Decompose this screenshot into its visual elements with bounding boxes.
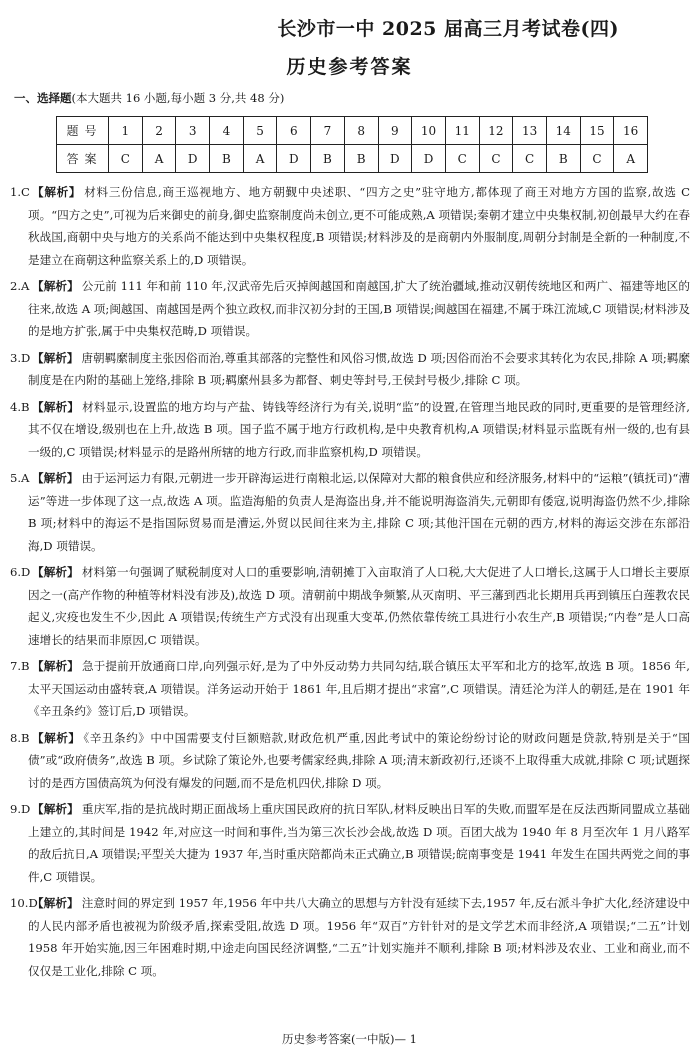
section-heading-note: (本大题共 16 小题,每小题 3 分,共 48 分) (71, 91, 285, 105)
answer-cell: C (479, 145, 513, 173)
analysis-item (10, 275, 690, 343)
page-subtitle: 历史参考答案 (286, 56, 413, 78)
answer-cell: A (614, 145, 648, 173)
question-number-cell: 5 (243, 117, 277, 145)
question-number-cell: 7 (311, 117, 345, 145)
analysis-text: 材料第一句强调了赋税制度对人口的重要影响,清朝摊丁入亩取消了人口税,大大促进了人口增长,这属于人口增长主要原因之一(高产作物的种植等材料没有涉及),故选 D 项。清朝前中期战争频繁,从灭南明、平三藩到西北长期用兵再到镇压白莲教农民起义,灾疫也发生不少,因此 A 项错误;传统生产方式没有出现重大变革,仍然依靠传统工具进行小农生产,B 项错误;“内卷”是人口高速增长的结果而非原因,C 项错误。 (28, 565, 690, 647)
analysis-tag: 【 解析 】 (32, 279, 79, 293)
page-title: 长沙市一中 2025 届高三月考试卷(四) (277, 18, 619, 40)
answer-cell: B (344, 145, 378, 173)
analysis-text: 由于运河运力有限,元朝进一步开辟海运进行南粮北运,以保障对大都的粮食供应和经济服务,材料中的“运粮”(镇抚司)“漕运”等进一步体现了这一点,故选 A 项。监造海船的负责人是海盗出身,并不能说明海盗消失,元朝即有倭寇,说明海盗仍然不少,排除 B 项;材料中的海运不是指国际贸易而是漕运,外贸以民间往来为主,排除 C 项;其他汗国在元朝的西方,材料的海运交涉在东部沿海,D 项错误。 (28, 471, 690, 553)
question-number-cell: 2 (142, 117, 176, 145)
question-answer-number: 10.D (10, 896, 38, 910)
analysis-item (10, 467, 690, 557)
answer-table (56, 116, 648, 173)
question-answer-number: 3.D (10, 350, 31, 365)
analysis-tag: 【 解析 】 (32, 351, 78, 365)
analysis-tag: 【 解析 】 (32, 471, 79, 485)
answer-cell: D (412, 145, 446, 173)
answer-cell: B (546, 145, 580, 173)
question-number-cell: 4 (210, 117, 244, 145)
question-number-cell: 13 (513, 117, 547, 145)
analysis-tag: 【 解析 】 (32, 565, 79, 579)
question-answer-number: 2.A (10, 279, 30, 293)
question-number-cell: 6 (277, 117, 311, 145)
analysis-text: 材料显示,设置监的地方均与产盐、铸钱等经济行为有关,说明“监”的设置,在管理当地民政的同时,更重要的是管理经济,其不仅在增设,级别也在上升,故选 B 项。国子监不属于地方行政机构,是中央教育机构,A 项错误;材料显示监既有州一级的,也有县一级的,C 项错误;材料显示的是路州所辖的地方行政,而非监察机构,D 项错误。 (28, 399, 690, 459)
analysis-tag: 【 解析 】 (32, 731, 80, 745)
question-answer-number: 6.D (10, 565, 31, 579)
answer-cell: D (176, 145, 210, 173)
question-number-cell: 11 (445, 117, 479, 145)
question-answer-number: 1.C (10, 185, 30, 199)
section-heading (14, 90, 284, 106)
answer-cell: A (243, 145, 277, 173)
analysis-text: 《辛丑条约》中中国需要支付巨额赔款,财政危机严重,因此考试中的策论纷纷讨论的财政问题是贷款,特别是关于“国债”或“政府债务”,故选 B 项。乡试除了策论外,也要考儒家经典,排除 A 项;清末新政初行,还谈不上取得重大成就,排除 C 项;试题探讨的是西方国债高筑为何没有爆发的问题,而不是危机四伏,排除 D 项。 (28, 730, 690, 790)
analysis-item (10, 561, 690, 651)
answer-cell: C (513, 145, 547, 173)
analysis-tag: 【 解析 】 (32, 400, 79, 414)
question-number-cell: 9 (378, 117, 412, 145)
question-number-cell: 8 (344, 117, 378, 145)
answer-table-number-row (57, 117, 648, 145)
question-answer-number: 8.B (10, 730, 30, 745)
analysis-item (10, 181, 690, 271)
answer-table-answer-row (57, 145, 648, 173)
answer-cell: B (311, 145, 345, 173)
analysis-tag: 【 解析 】 (32, 802, 79, 816)
question-number-cell: 12 (479, 117, 513, 145)
analysis-tag: 【 解析 】 (32, 185, 81, 199)
page-footer: 历史参考答案(一中版)— 1 (282, 1032, 417, 1046)
answer-cell: D (277, 145, 311, 173)
analysis-text: 公元前 111 年和前 110 年,汉武帝先后灭掉闽越国和南越国,扩大了统治疆域,推动汉朝传统地区和两广、福建等地区的往来,故选 A 项;闽越国、南越国是两个独立政权,而非汉初分封的王国,B 项错误;闽越国在福建,不属于珠江流域,C 项错误;材料涉及的是地方扩张,属于中央集权范畴,D 项错误。 (28, 279, 690, 338)
analysis-item (10, 727, 690, 795)
analysis-item (10, 892, 690, 982)
question-answer-number: 4.B (10, 399, 30, 414)
answer-cell: A (142, 145, 176, 173)
question-number-cell: 15 (580, 117, 614, 145)
answer-cell: C (109, 145, 143, 173)
analysis-list (10, 181, 690, 986)
question-answer-number: 9.D (10, 802, 31, 816)
question-number-cell: 1 (109, 117, 143, 145)
question-number-cell: 10 (412, 117, 446, 145)
analysis-item (10, 798, 690, 888)
analysis-item (10, 655, 690, 723)
question-number-cell: 16 (614, 117, 648, 145)
analysis-item (10, 396, 690, 464)
section-heading-label: 一、选择题 (14, 91, 72, 105)
analysis-text: 急于提前开放通商口岸,向列强示好,是为了中外反动势力共同勾结,联合镇压太平军和北方的捻军,故选 B 项。1856 年,太平天国运动由盛转衰,A 项错误。洋务运动开始于 1861 年,且后期才提出“求富”,C 项错误。清廷沦为洋人的朝廷,是在 1901 年《辛丑条约》签订后,D 项错误。 (28, 659, 690, 718)
question-answer-number: 7.B (10, 659, 30, 673)
analysis-text: 重庆军,指的是抗战时期正面战场上重庆国民政府的抗日军队,材料反映出日军的失败,而盟军是在反法西斯同盟成立基础上建立的,其时间是 1942 年,对应这一时间和事件,当为第三次长沙会战,故选 D 项。百团大战为 1940 年 8 月至次年 1 月八路军的敌后抗日,A 项错误;平型关大捷为 1937 年,当时重庆陪都尚未正式确立,B 项错误;皖南事变是 1941 年发生在国共两党之间的事件,C 项错误。 (28, 802, 690, 884)
analysis-text: 唐朝羁縻制度主张因俗而治,尊重其部落的完整性和风俗习惯,故选 D 项;因俗而治不会要求其转化为农民,排除 A 项;羁縻制度是在内附的基础上笼络,排除 B 项;羁縻州县多为都督、刺史等封号,王侯封号极少,排除 C 项。 (28, 350, 690, 387)
answer-cell: B (210, 145, 244, 173)
answer-table-number-header: 题号 (57, 117, 109, 145)
analysis-text: 注意时间的界定到 1957 年,1956 年中共八大确立的思想与方针没有延续下去,1957 年,反右派斗争扩大化,经济建设中的人民内部矛盾也被视为阶级矛盾,探索受阻,故选 D 项。1956 年“双百”方针针对的是文学艺术而非经济,A 项错误;“二五”计划 1958 年开始实施,因三年困难时期,中途走向国民经济调整,“二五”计划实施并不顺利,排除 B 项;材料涉及农业、工业和商业,而不仅仅是工业化,排除 C 项。 (28, 896, 690, 978)
question-number-cell: 3 (176, 117, 210, 145)
analysis-item (10, 347, 690, 392)
answer-cell: C (580, 145, 614, 173)
analysis-text: 材料三份信息,商王巡视地方、地方朝觐中央述职、“四方之史”驻守地方,都体现了商王对地方方国的监察,故选 C 项。“四方之史”,可视为后来御史的前身,御史监察制度尚未创立,更不可能成熟,A 项错误;秦朝才建立中央集权制,初创最早大约在春秋战国,商朝中央与地方的关系尚不能达到中央集权程度,B 项错误;材料涉及的是商朝内外服制度,周朝分封制是全新的一种制度,不是建立在商朝这种监察关系上的,D 项错误。 (28, 185, 690, 267)
analysis-tag: 【 解析 】 (32, 896, 79, 910)
answer-cell: C (445, 145, 479, 173)
answer-cell: D (378, 145, 412, 173)
analysis-tag: 【 解析 】 (32, 659, 79, 673)
answer-table-answer-header: 答案 (57, 145, 109, 173)
question-number-cell: 14 (546, 117, 580, 145)
question-answer-number: 5.A (10, 471, 30, 485)
